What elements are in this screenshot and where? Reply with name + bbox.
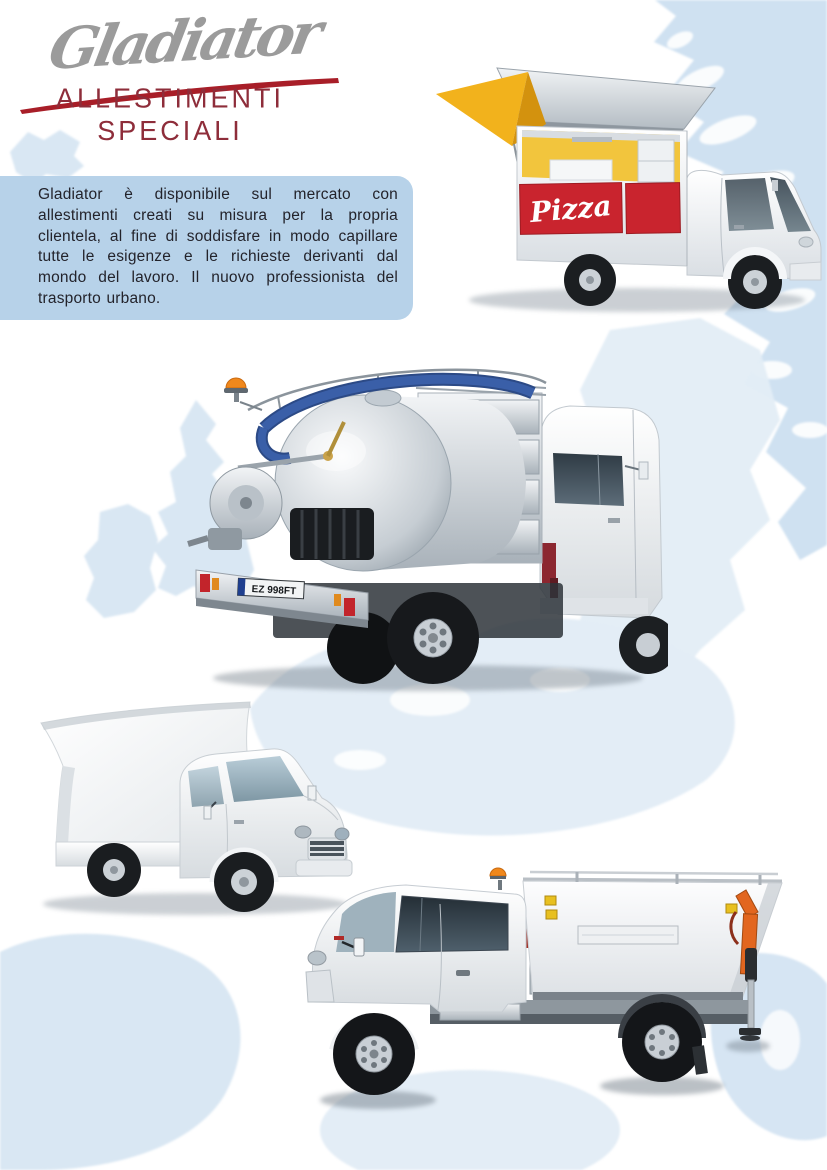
gladiator-logo: Gladiator xyxy=(43,0,324,83)
side-window xyxy=(396,896,508,952)
pizza-sign-text: Pizza xyxy=(528,189,613,230)
license-plate-text: EZ 998FT xyxy=(251,583,297,598)
pizza-sign xyxy=(520,182,681,236)
vacuum-tanker-photo xyxy=(178,348,668,698)
wheel xyxy=(333,1013,415,1095)
title-line-1: ALLESTIMENTI xyxy=(55,82,285,114)
mirror xyxy=(772,180,778,191)
truck-cab xyxy=(306,868,526,1012)
wheel xyxy=(387,592,479,684)
tail-light xyxy=(344,598,355,616)
mirror xyxy=(354,938,364,956)
wheel xyxy=(214,852,274,912)
map-iberia xyxy=(0,934,240,1170)
beacon-icon xyxy=(490,868,506,890)
wheel xyxy=(727,251,783,309)
headlight xyxy=(335,828,349,840)
page-title xyxy=(24,83,316,147)
tail-light xyxy=(200,574,210,592)
warning-sticker xyxy=(545,896,556,905)
brand-decal xyxy=(334,936,344,940)
pizza-van-photo xyxy=(422,28,822,318)
headlight xyxy=(308,951,326,965)
wheel xyxy=(564,254,616,306)
map-ireland xyxy=(84,504,158,618)
mudflap xyxy=(692,1045,708,1074)
wheel xyxy=(622,998,708,1082)
indicator-light xyxy=(212,578,219,590)
headlight xyxy=(295,826,311,838)
bumper xyxy=(306,970,334,1002)
wheel-hub xyxy=(636,633,660,657)
wheel xyxy=(87,843,141,897)
skip-truck-photo xyxy=(290,852,810,1137)
intro-paragraph: Gladiator è disponibile sul mercato con allestimenti creati su misura per la propria clientela, al fine di soddisfare in modo capillare tutte le esigenze e le richieste derivanti dal mondo del lavoro. Il nuovo professionista del trasporto urbano. xyxy=(38,186,398,307)
jack-shadow xyxy=(726,1040,770,1052)
side-window xyxy=(188,766,224,807)
mirror xyxy=(639,462,648,479)
license-plate xyxy=(238,578,305,598)
indicator-light xyxy=(334,594,341,606)
bumper xyxy=(790,262,821,280)
intro-text-box xyxy=(0,176,413,320)
warning-sticker xyxy=(546,910,557,919)
headlight xyxy=(799,237,813,247)
mirror xyxy=(204,806,211,819)
title-line-2: SPECIALI xyxy=(97,115,243,147)
